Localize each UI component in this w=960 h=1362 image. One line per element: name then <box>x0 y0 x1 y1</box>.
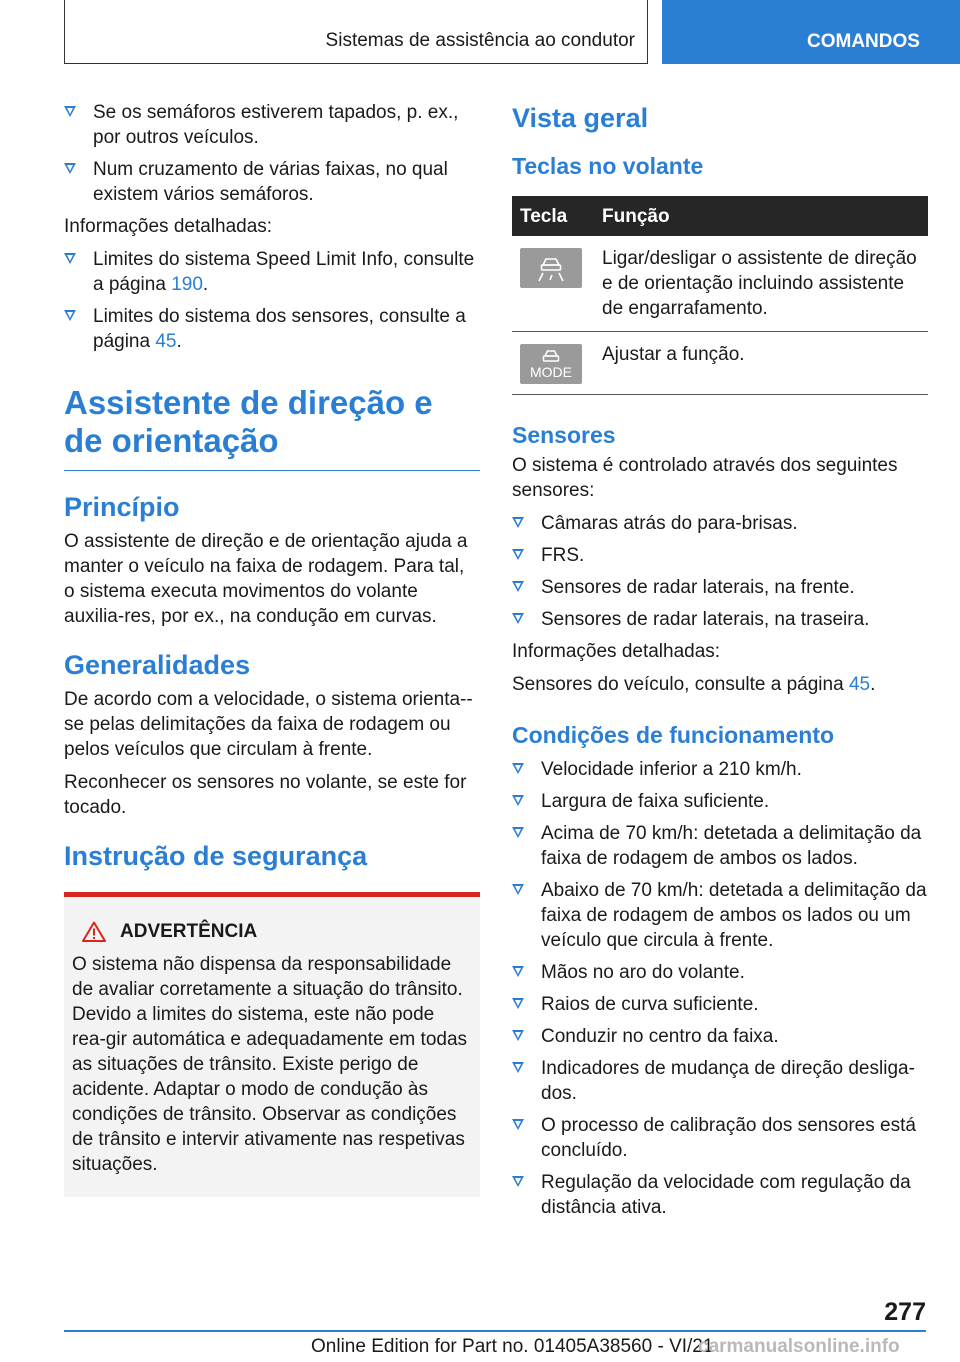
list-item: Regulação da velocidade com regulação da distância ativa. <box>512 1170 928 1220</box>
left-column <box>64 100 480 1197</box>
general-heading: Generalidades <box>64 650 251 680</box>
warning-text: O sistema não dispensa da responsabilidade de avaliar corretamente a situação do trânsito. Devido a limites do sistema, este não pode rea‐gir automática e adequadamente em todas as situações de trânsito. Existe perigo de acidente. Adaptar o modo de condução às condições de trânsito. Observar as condições de trânsito e intervir ativamente nas respetivas situações. <box>72 954 468 1175</box>
mode-button-icon <box>520 344 582 384</box>
sensors-details-label: Informações detalhadas: <box>512 641 721 662</box>
section-title: Sistemas de assistência ao condutor <box>325 30 635 51</box>
sensors-intro: O sistema é controlado através dos seguintes sensores: <box>512 455 898 501</box>
general-text-2: Reconhecer os sensores no volante, se este for tocado. <box>64 772 467 818</box>
list-item: Indicadores de mudança de direção desliga‐dos. <box>512 1056 928 1106</box>
safety-heading: Instrução de segurança <box>64 841 368 871</box>
warning-header <box>72 919 472 944</box>
bullet-triangle-icon <box>512 884 524 895</box>
list-item: Num cruzamento de várias faixas, no qual existem vários semáforos. <box>64 157 480 207</box>
list-item: FRS. <box>512 543 928 568</box>
column-header-key: Tecla <box>512 196 594 236</box>
list-item: Sensores de radar laterais, na traseira. <box>512 607 928 632</box>
bullet-triangle-icon <box>512 613 524 624</box>
mode-label: MODE <box>530 364 572 380</box>
bullet-triangle-icon <box>512 517 524 528</box>
list-item: Limites do sistema dos sensores, consulte a página 45. <box>64 304 480 354</box>
footer-rule <box>64 1330 926 1332</box>
list-item: Limites do sistema Speed Limit Info, consulte a página 190. <box>64 247 480 297</box>
bullet-triangle-icon <box>512 1062 524 1073</box>
table-row <box>512 236 928 332</box>
list-item: Câmaras atrás do para-brisas. <box>512 511 928 536</box>
bullet-triangle-icon <box>512 966 524 977</box>
list-item: Acima de 70 km/h: detetada a delimitação da faixa de rodagem de ambos os lados. <box>512 821 928 871</box>
page-link-45[interactable]: 45 <box>848 674 871 695</box>
table-row <box>512 332 928 395</box>
list-item: Velocidade inferior a 210 km/h. <box>512 757 928 782</box>
list-item: Sensores de radar laterais, na frente. <box>512 575 928 600</box>
sensors-details: Sensores do veículo, consulte a página 45. <box>512 674 876 695</box>
page-number: 277 <box>884 1298 926 1326</box>
watermark: carmanualsonline.info <box>698 1336 900 1357</box>
bullet-triangle-icon <box>64 253 76 264</box>
list-item: Conduzir no centro da faixa. <box>512 1024 928 1049</box>
lane-assist-button-icon <box>520 248 582 288</box>
warning-triangle-icon <box>82 921 106 942</box>
warning-box <box>64 892 480 1197</box>
chapter-heading: Assistente de direção e de orientação <box>64 384 480 471</box>
principle-text: O assistente de direção e de orientação ajuda a manter o veículo na faixa de rodagem. Para tal, o sistema executa movimentos do volante auxilia‐res, por ex., na condução em curvas. <box>64 531 468 627</box>
edition-text: Online Edition for Part no. 01405A38560 - VI/21 <box>311 1336 714 1357</box>
right-column <box>512 100 928 1227</box>
list-item: Largura de faixa suficiente. <box>512 789 928 814</box>
bullet-triangle-icon <box>512 549 524 560</box>
general-text-1: De acordo com a velocidade, o sistema orienta-‐se pelas delimitações da faixa de rodagem ou pelos veículos que circulam à frente. <box>64 689 473 760</box>
bullet-triangle-icon <box>512 998 524 1009</box>
principle-heading: Princípio <box>64 492 180 522</box>
table-header-row <box>512 196 928 236</box>
overview-heading: Vista geral <box>512 103 649 133</box>
page-link-190[interactable]: 190 <box>171 274 203 295</box>
bullet-triangle-icon <box>64 163 76 174</box>
list-item: Abaixo de 70 km/h: detetada a delimitação da faixa de rodagem de ambos os lados ou um veículo que circula à frente. <box>512 878 928 953</box>
warning-title: ADVERTÊNCIA <box>120 921 258 942</box>
bullet-triangle-icon <box>512 1176 524 1187</box>
conditions-heading: Condições de funcionamento <box>512 722 835 748</box>
bullet-triangle-icon <box>512 1119 524 1130</box>
details-label: Informações detalhadas: <box>64 216 273 237</box>
header-box <box>64 0 648 64</box>
bullet-triangle-icon <box>512 827 524 838</box>
list-item: Se os semáforos estiverem tapados, p. ex., por outros veículos. <box>64 100 480 150</box>
keys-table <box>512 196 928 395</box>
page-link-45[interactable]: 45 <box>155 331 177 352</box>
function-text: Ligar/desligar o assistente de direção e de orientação incluindo assistente de engarrafamento. <box>594 236 928 332</box>
keys-heading: Teclas no volante <box>512 153 704 179</box>
bullet-triangle-icon <box>512 763 524 774</box>
column-header-function: Função <box>594 196 928 236</box>
bullet-triangle-icon <box>512 1030 524 1041</box>
bullet-triangle-icon <box>512 795 524 806</box>
sensors-heading: Sensores <box>512 422 616 448</box>
list-item: O processo de calibração dos sensores está concluído. <box>512 1113 928 1163</box>
bullet-triangle-icon <box>64 310 76 321</box>
bullet-triangle-icon <box>512 581 524 592</box>
list-item: Mãos no aro do volante. <box>512 960 928 985</box>
list-item: Raios de curva suficiente. <box>512 992 928 1017</box>
bullet-triangle-icon <box>64 106 76 117</box>
function-text: Ajustar a função. <box>594 332 928 395</box>
chapter-tab[interactable]: COMANDOS <box>662 0 960 64</box>
